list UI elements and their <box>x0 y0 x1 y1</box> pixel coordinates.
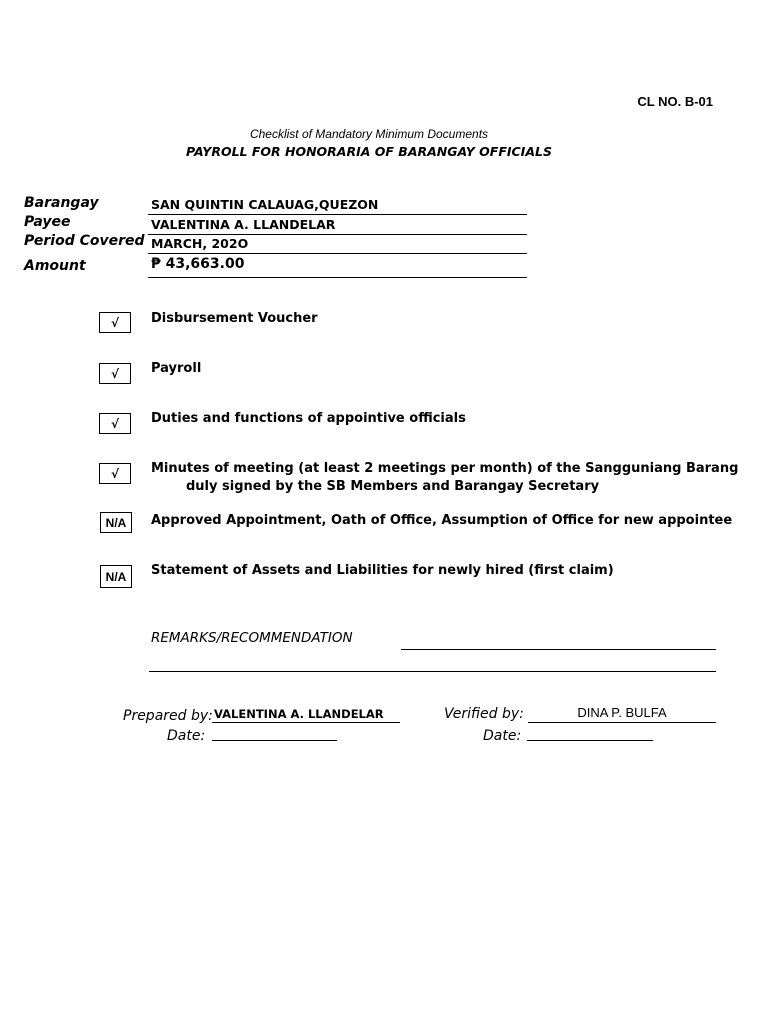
checkbox-saln[interactable]: N/A <box>100 565 132 588</box>
checkbox-appointment-documents[interactable]: N/A <box>100 512 132 533</box>
payee-label: Payee <box>24 214 71 230</box>
prepared-by-line <box>212 722 400 723</box>
item-appointment-documents: Approved Appointment, Oath of Office, Assumption of Office for new appointee <box>151 513 733 528</box>
period-value: MARCH, 202O <box>151 236 249 251</box>
prepared-by-label: Prepared by: <box>123 708 213 724</box>
remarks-line-1[interactable] <box>401 649 716 650</box>
barangay-value: SAN QUINTIN CALAUAG,QUEZON <box>151 197 379 212</box>
verified-date-label: Date: <box>483 728 522 744</box>
prepared-date-line[interactable] <box>212 740 337 741</box>
checkbox-payroll[interactable]: √ <box>99 363 131 384</box>
prepared-by-name: VALENTINA A. LLANDELAR <box>214 707 384 721</box>
item-payroll: Payroll <box>151 361 202 376</box>
payee-value: VALENTINA A. LLANDELAR <box>151 217 336 232</box>
item-minutes-of-meeting: Minutes of meeting (at least 2 meetings per month) of the Sangguniang Barang <box>151 461 739 476</box>
period-underline <box>148 253 527 254</box>
amount-label: Amount <box>24 258 86 274</box>
verified-by-line <box>528 722 716 723</box>
remarks-label: REMARKS/RECOMMENDATION <box>151 630 353 646</box>
payee-underline <box>148 234 527 235</box>
item-saln: Statement of Assets and Liabilities for newly hired (first claim) <box>151 563 614 578</box>
prepared-date-label: Date: <box>167 728 206 744</box>
barangay-label: Barangay <box>24 195 99 211</box>
checkbox-duties-functions[interactable]: √ <box>99 413 131 434</box>
amount-value: ₱ 43,663.00 <box>151 256 245 272</box>
document-title: PAYROLL FOR HONORARIA OF BARANGAY OFFICIALS <box>186 144 552 159</box>
remarks-line-2[interactable] <box>149 671 716 672</box>
document-subtitle: Checklist of Mandatory Minimum Documents <box>249 127 489 141</box>
checkbox-minutes-of-meeting[interactable]: √ <box>99 463 131 484</box>
checkbox-disbursement-voucher[interactable]: √ <box>99 312 131 333</box>
item-minutes-of-meeting-line2: duly signed by the SB Members and Barangay Secretary <box>186 479 600 494</box>
verified-by-name: DINA P. BULFA <box>577 705 667 720</box>
verified-date-line[interactable] <box>527 740 653 741</box>
checklist-number: CL NO. B-01 <box>637 94 713 109</box>
verified-by-label: Verified by: <box>444 706 524 722</box>
amount-underline <box>148 277 527 278</box>
period-label: Period Covered <box>24 233 145 249</box>
item-disbursement-voucher: Disbursement Voucher <box>151 311 318 326</box>
barangay-underline <box>148 214 527 215</box>
item-duties-functions: Duties and functions of appointive officials <box>151 411 466 426</box>
